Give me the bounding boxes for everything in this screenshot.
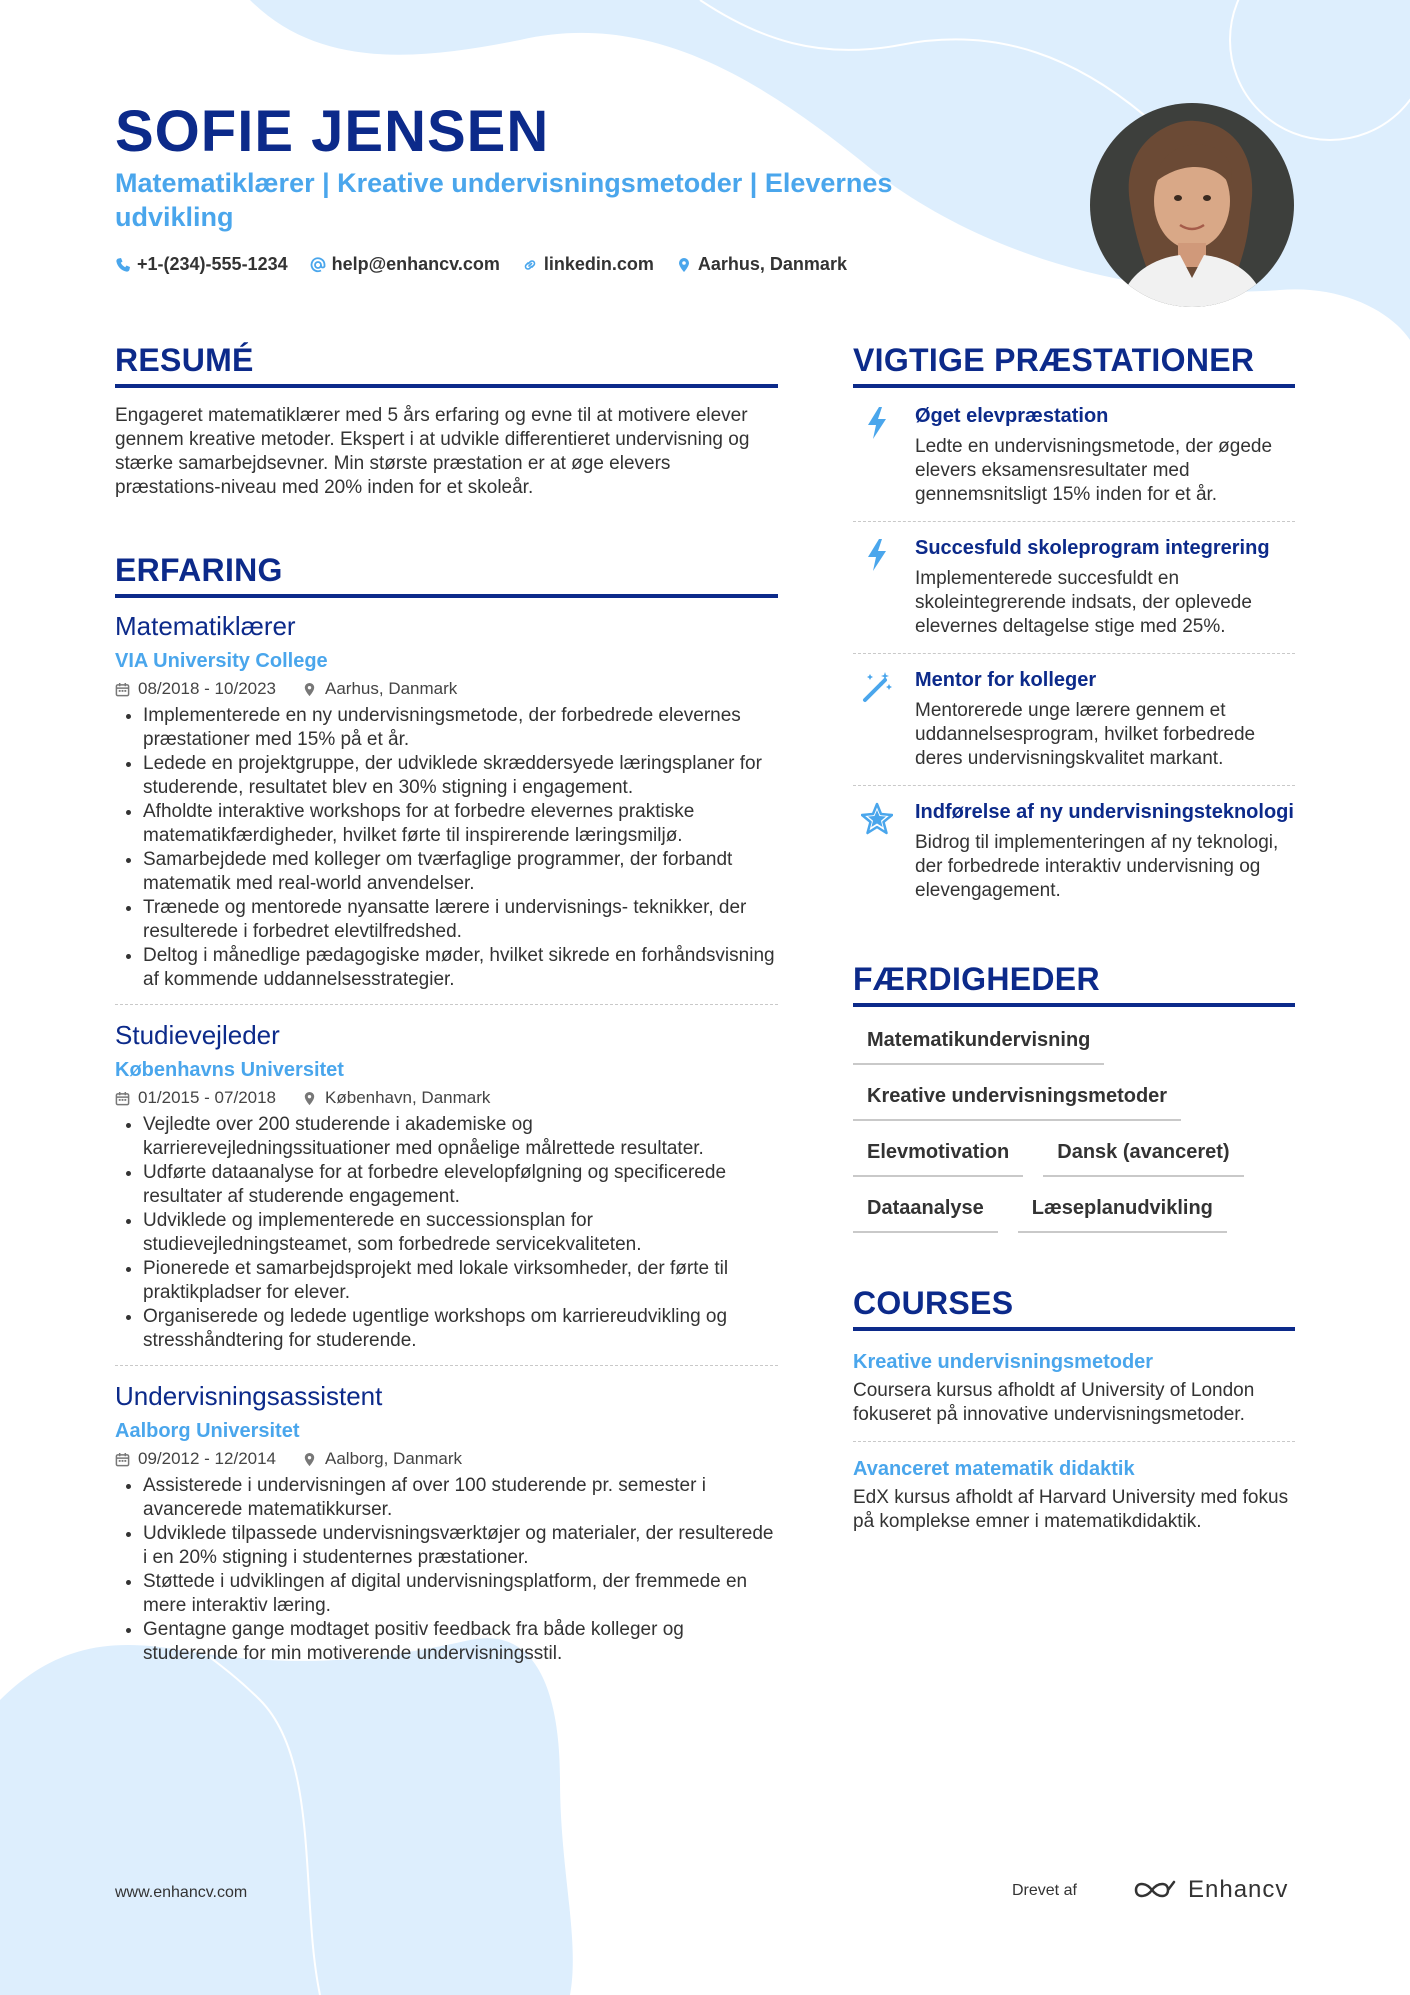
job-bullets	[115, 1113, 778, 1353]
achievement-body	[915, 668, 1295, 771]
achievement-title: Succesfuld skoleprogram integrering	[915, 537, 1270, 559]
linkedin-text: linkedin.com	[543, 254, 654, 274]
achievement-desc: Mentorerede unge lærere gennem et uddannelsesprogram, hvilket forbedrede deres undervisningskvalitet markant.	[915, 700, 1256, 769]
linkedin-contact[interactable]	[522, 254, 654, 275]
course-title: Kreative undervisningsmetoder	[853, 1351, 1154, 1373]
skill-tag: Matematikundervisning	[853, 1027, 1104, 1065]
enhancv-logo-icon	[1132, 1878, 1178, 1902]
course-title: Avanceret matematik didaktik	[853, 1458, 1135, 1480]
location-pin-icon	[676, 257, 692, 273]
candidate-name: SOFIE JENSEN	[115, 99, 550, 164]
calendar-icon	[115, 1091, 130, 1106]
achievement-title: Mentor for kolleger	[915, 669, 1097, 691]
job-bullet: • Udviklede og implementerede en successionsplan for studievejledningsteamet, som forbedrede servicekvaliteten.	[143, 1209, 778, 1257]
contact-bar	[115, 254, 847, 275]
dates-text: 01/2015 - 07/2018	[138, 1088, 277, 1107]
lightning-icon	[861, 404, 893, 507]
headline: Matematiklærer | Kreative undervisningsmetoder | Elevernes udvikling	[115, 168, 893, 232]
company-name: Aalborg Universitet	[115, 1420, 300, 1442]
skills-title: FÆRDIGHEDER	[853, 959, 1295, 1007]
experience-section	[115, 550, 778, 1678]
job-location	[302, 678, 457, 700]
calendar-icon	[115, 682, 130, 697]
skills-section	[853, 959, 1295, 1233]
job-title: Matematiklærer	[115, 611, 296, 641]
job-meta	[115, 678, 778, 700]
job-bullets	[115, 704, 778, 992]
course-item	[853, 1335, 1295, 1441]
left-column	[115, 340, 778, 1678]
achievement-body	[915, 800, 1295, 903]
job-bullet: • Samarbejdede med kolleger om tværfaglige programmer, der forbandt matematik med real-world anvendelser.	[143, 848, 778, 896]
achievement-item	[853, 521, 1295, 653]
magic-wand-icon	[861, 668, 893, 771]
job-bullet: • Udførte dataanalyse for at forbedre elevelopfølgning og specificerede resultater af studerende engagement.	[143, 1161, 778, 1209]
dates-text: 09/2012 - 12/2014	[138, 1449, 277, 1468]
at-sign-icon	[310, 257, 326, 273]
skill-tag: Elevmotivation	[853, 1139, 1023, 1177]
job-meta	[115, 1448, 778, 1470]
job-location	[302, 1087, 490, 1109]
summary-title: RESUMÉ	[115, 340, 778, 388]
job-entry	[115, 1004, 778, 1365]
job-dates	[115, 1087, 276, 1109]
email-text: help@enhancv.com	[331, 254, 500, 274]
phone-icon	[115, 257, 131, 273]
skills-list	[853, 1027, 1295, 1233]
star-icon	[861, 800, 893, 903]
job-bullet: • Deltog i månedlige pædagogiske møder, hvilket sikrede en forhåndsvisning af kommende uddannelsesstrategier.	[143, 944, 778, 992]
achievement-desc: Bidrog til implementeringen af ny teknologi, der forbedrede interaktiv undervisning og elevengagement.	[915, 832, 1279, 901]
job-bullet: • Gentagne gange modtaget positiv feedback fra både kolleger og studerende for min motiverende undervisningsstil.	[143, 1618, 778, 1666]
job-meta	[115, 1087, 778, 1109]
achievement-item	[853, 390, 1295, 521]
phone-contact[interactable]	[115, 254, 288, 275]
job-title: Studievejleder	[115, 1020, 280, 1050]
achievements-title: VIGTIGE PRÆSTATIONER	[853, 340, 1295, 388]
link-icon	[522, 257, 538, 273]
achievement-body	[915, 536, 1295, 639]
experience-title: ERFARING	[115, 550, 778, 598]
location-contact	[676, 254, 847, 275]
job-bullet: • Implementerede en ny undervisningsmetode, der forbedrede elevernes præstationer med 15% på et år.	[143, 704, 778, 752]
skill-tag: Dataanalyse	[853, 1195, 998, 1233]
course-desc: EdX kursus afholdt af Harvard University med fokus på komplekse emner i matematikdidaktik.	[853, 1487, 1289, 1532]
achievements-list	[853, 390, 1295, 917]
job-title: Undervisningsassistent	[115, 1381, 383, 1411]
achievement-item	[853, 785, 1295, 917]
job-dates	[115, 678, 276, 700]
location-pin-icon	[302, 1452, 317, 1467]
achievement-desc: Implementerede succesfuldt en skoleintegrerende indsats, der oplevede elevernes deltagelse stige med 25%.	[915, 568, 1252, 637]
achievement-body	[915, 404, 1295, 507]
course-item	[853, 1441, 1295, 1548]
job-dates	[115, 1448, 276, 1470]
job-entry	[115, 610, 778, 1004]
skill-tag: Læseplanudvikling	[1018, 1195, 1227, 1233]
brand-name: Enhancv	[1188, 1876, 1289, 1903]
job-bullet: • Støttede i udviklingen af digital undervisningsplatform, der fremmede en mere interaktiv læring.	[143, 1570, 778, 1618]
powered-by-label: Drevet af	[1012, 1882, 1077, 1899]
dates-text: 08/2018 - 10/2023	[138, 679, 277, 698]
achievement-title: Indførelse af ny undervisningsteknologi	[915, 801, 1294, 823]
achievements-section	[853, 340, 1295, 917]
location-text: København, Danmark	[325, 1088, 491, 1107]
location-text: Aalborg, Danmark	[325, 1449, 463, 1468]
courses-list	[853, 1335, 1295, 1548]
job-bullet: • Ledede en projektgruppe, der udviklede skræddersyede læringsplaner for studerende, resultatet blev en 30% stigning i engagement.	[143, 752, 778, 800]
achievement-item	[853, 653, 1295, 785]
lightning-icon	[861, 536, 893, 639]
achievement-title: Øget elevpræstation	[915, 405, 1109, 427]
phone-text: +1-(234)-555-1234	[137, 254, 288, 274]
job-bullet: • Trænede og mentorede nyansatte lærere i undervisnings- teknikker, der resulterede i forbedret elevtilfredshed.	[143, 896, 778, 944]
job-bullets	[115, 1474, 778, 1666]
job-bullet: • Organiserede og ledede ugentlige workshops om karriereudvikling og stresshåndtering for studerende.	[143, 1305, 778, 1353]
job-bullet: • Assisterede i undervisningen af over 100 studerende pr. semester i avancerede matematikkurser.	[143, 1474, 778, 1522]
job-location	[302, 1448, 462, 1470]
enhancv-logo[interactable]	[1132, 1876, 1288, 1904]
email-contact[interactable]	[310, 254, 500, 275]
location-pin-icon	[302, 1091, 317, 1106]
summary-text: Engageret matematiklærer med 5 års erfaring og evne til at motivere elever gennem kreative metoder. Ekspert i at udvikle differentieret undervisning og stærke samarbejdsevner. Min største præstation er at øge elevers præstations-niveau med 20% inden for et skoleår.	[115, 405, 750, 498]
job-entry	[115, 1365, 778, 1678]
profile-photo	[1090, 103, 1294, 307]
summary-section	[115, 340, 778, 500]
courses-section	[853, 1283, 1295, 1548]
job-bullet: • Afholdte interaktive workshops for at forbedre elevernes praktiske matematikfærdigheder, hvilket førte til inspirerende læringsmiljø.	[143, 800, 778, 848]
footer-url[interactable]: www.enhancv.com	[115, 1884, 248, 1901]
courses-title: COURSES	[853, 1283, 1295, 1331]
job-bullet: • Pionerede et samarbejdsprojekt med lokale virksomheder, der førte til praktikpladser for elever.	[143, 1257, 778, 1305]
location-text: Aarhus, Danmark	[325, 679, 458, 698]
calendar-icon	[115, 1452, 130, 1467]
job-bullet: • Vejledte over 200 studerende i akademiske og karrierevejledningssituationer med opnåelige målrettede resultater.	[143, 1113, 778, 1161]
jobs-list	[115, 610, 778, 1678]
company-name: VIA University College	[115, 650, 328, 672]
achievement-desc: Ledte en undervisningsmetode, der øgede elevers eksamensresultater med gennemsnitsligt 15% inden for et år.	[915, 436, 1273, 505]
location-pin-icon	[302, 682, 317, 697]
skill-tag: Dansk (avanceret)	[1043, 1139, 1243, 1177]
company-name: Københavns Universitet	[115, 1059, 344, 1081]
skill-tag: Kreative undervisningsmetoder	[853, 1083, 1181, 1121]
course-desc: Coursera kursus afholdt af University of London fokuseret på innovative undervisningsmetoder.	[853, 1380, 1255, 1425]
right-column	[853, 340, 1295, 1548]
job-bullet: • Udviklede tilpassede undervisningsværktøjer og materialer, der resulterede i en 20% stigning i studenternes præstationer.	[143, 1522, 778, 1570]
location-text: Aarhus, Danmark	[697, 254, 847, 274]
